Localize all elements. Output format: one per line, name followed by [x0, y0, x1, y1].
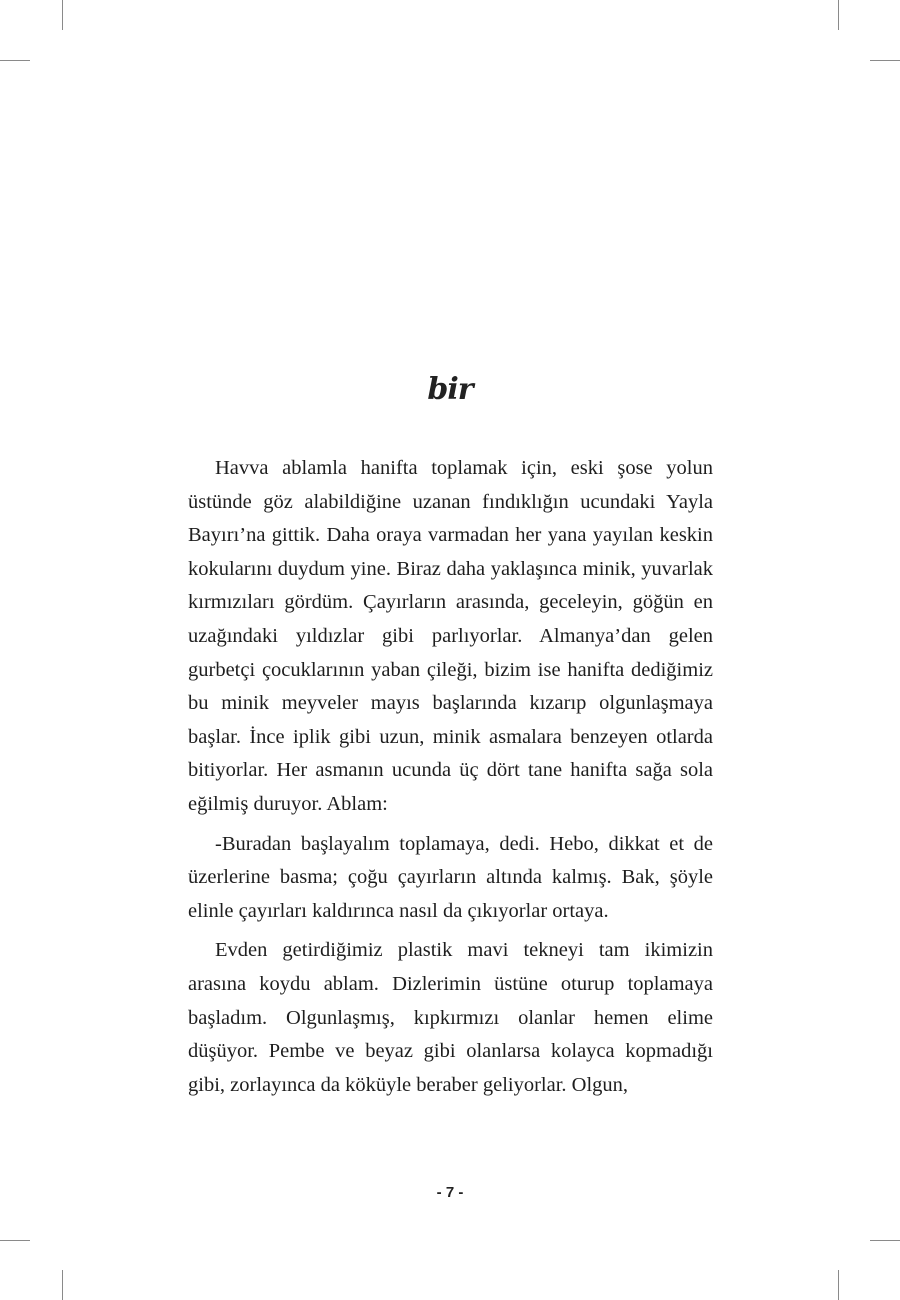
- paragraph-1: Havva ablamla hanifta toplamak için, eski şose yolun üstünde göz alabildiğine uzanan fındıklığın ucundaki Yayla Bayırı’na gittik. Daha oraya varmadan her yana yayılan keskin kokularını duydum yine. Biraz daha yaklaşınca minik, yuvarlak kırmızıları gördüm. Çayırların arasında, geceleyin, göğün en uzağındaki yıldızlar gibi parlıyorlar. Almanya’dan gelen gurbetçi çocuklarının yaban çileği, bizim ise hanifta dediğimiz bu minik meyveler mayıs başlarında kızarıp olgunlaşmaya başlar. İnce iplik gibi uzun, minik asmalara benzeyen otlarda bitiyorlar. Her asmanın ucunda üç dört tane hanifta sağa sola eğilmiş duruyor. Ablam:: [188, 457, 713, 815]
- chapter-title: bir: [427, 372, 473, 407]
- crop-mark-bottom-right-vertical: [838, 1270, 839, 1300]
- crop-mark-top-right-vertical: [838, 0, 839, 30]
- crop-mark-top-right-horizontal: [870, 60, 900, 61]
- crop-mark-bottom-right-horizontal: [870, 1240, 900, 1241]
- paragraph-2: -Buradan başlayalım toplamaya, dedi. Hebo, dikkat et de üzerlerine basma; çoğu çayırların altında kalmış. Bak, şöyle elinle çayırları kaldırınca nasıl da çıkıyorlar ortaya.: [188, 832, 713, 922]
- body-text: [188, 452, 713, 1102]
- crop-mark-top-left-vertical: [62, 0, 63, 30]
- page-number: - 7 -: [436, 1184, 464, 1201]
- crop-mark-top-left-horizontal: [0, 60, 30, 61]
- crop-mark-bottom-left-vertical: [62, 1270, 63, 1300]
- crop-mark-bottom-left-horizontal: [0, 1240, 30, 1241]
- paragraph-3: Evden getirdiğimiz plastik mavi tekneyi tam ikimizin arasına koydu ablam. Dizlerimin üstüne oturup toplamaya başladım. Olgunlaşmış, kıpkırmızı olanlar hemen elime düşüyor. Pembe ve beyaz gibi olanlarsa kolayca kopmadığı gibi, zorlayınca da köküyle beraber geliyorlar. Olgun,: [188, 939, 713, 1096]
